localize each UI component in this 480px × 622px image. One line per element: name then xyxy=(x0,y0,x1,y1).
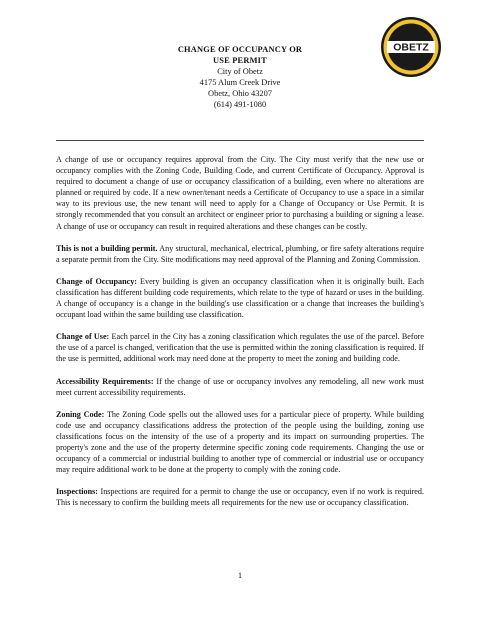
title-line-2: USE PERMIT xyxy=(213,56,267,65)
section-heading: This is not a building permit. xyxy=(56,243,158,253)
street-address: 4175 Alum Creek Drive xyxy=(199,78,281,87)
section-text: The Zoning Code spells out the allowed uses for a particular piece of property. While building code use and occupancy classifications address the protection of the people using the building, zoning use classifications focus on the intensity of the use of a property and its impact on surrounding properties. The property's zone and the use of the property determine specific zoning code requirements. Changing the use or occupancy of a commercial or industrial building to another type of commercial or industrial use or occupancy may require additional work to be done at the property to comply with the zoning code. xyxy=(56,409,424,475)
section-heading: Zoning Code: xyxy=(56,409,105,419)
header-divider xyxy=(56,140,424,141)
organization-name: City of Obetz xyxy=(217,67,263,76)
section-text: If the change of use or occupancy involves any remodeling, all new work must meet current accessibility requirements. xyxy=(56,376,424,397)
section-text: Inspections are required for a permit to change the use or occupancy, even if no work is required. This is necessary to confirm the building meets all requirements for the new use or occupancy classification. xyxy=(56,487,424,508)
logo-arc-top-text: VILLAGE OF xyxy=(399,22,423,30)
section-text: Any structural, mechanical, electrical, plumbing, or fire safety alterations require a separate permit from the City. Site modifications may need approval of the Planning and Zoning Commission. xyxy=(56,243,425,264)
section-text: Every building is given an occupancy classification when it is originally built. Each classification has different building code requirements, which relate to the type of hazard or uses in the building. A change of occupancy is a change in the building's use classification or a change that increases the building's occupant load within the same building use classification. xyxy=(56,276,424,320)
obetz-logo xyxy=(380,16,442,78)
document-body xyxy=(56,154,424,519)
city-state-zip: Obetz, Ohio 43207 xyxy=(208,89,272,98)
section-inspections xyxy=(56,486,424,508)
section-text: Each parcel in the City has a zoning classification which regulates the use of the parcel. Before the use of a parcel is changed, verification that the use is permitted within the zoning classification is required. If the use is permitted, additional work may need done at the property to meet the zoning and building code. xyxy=(56,332,424,364)
section-heading: Change of Use: xyxy=(56,332,110,342)
section-heading: Change of Occupancy: xyxy=(56,276,138,286)
document-header xyxy=(140,44,340,110)
section-not-building-permit xyxy=(56,243,424,265)
section-change-of-use xyxy=(56,331,424,364)
page-number: 1 xyxy=(237,570,243,580)
section-accessibility xyxy=(56,376,424,398)
section-heading: Inspections: xyxy=(56,487,98,497)
phone-number: (614) 491-1080 xyxy=(213,100,267,109)
section-change-of-occupancy xyxy=(56,276,424,320)
title-line-1: CHANGE OF OCCUPANCY OR xyxy=(177,45,303,54)
section-heading: Accessibility Requirements: xyxy=(56,376,154,386)
logo-wordmark: OBETZ xyxy=(393,41,429,54)
section-zoning-code xyxy=(56,409,424,476)
intro-paragraph: A change of use or occupancy requires approval from the City. The City must verify that the new use or occupancy complies with the Zoning Code, Building Code, and current Certificate of Occupancy. Approval is required to document a change of use or occupancy classification of a building, even where no alterations are planned or required by code. If a new owner/tenant needs a Certificate of Occupancy to use a space in a similar way to its previous use, the new tenant will need to apply for a Change of Occupancy or Use Permit. It is strongly recommended that you consult an architect or engineer prior to purchasing a building or signing a lease. A change of use or occupancy can result in required alterations and these changes can be costly. xyxy=(56,155,424,231)
